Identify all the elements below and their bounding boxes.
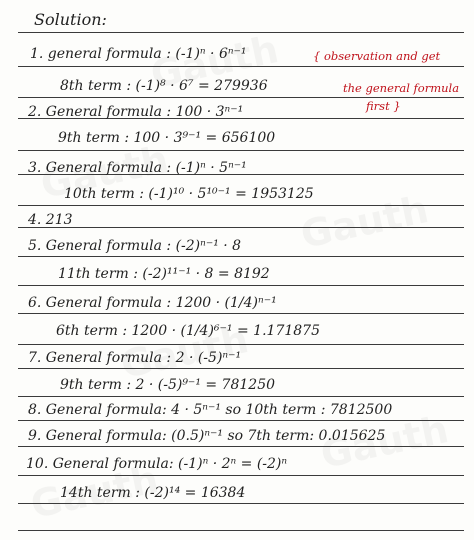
ruled-line: [18, 256, 464, 257]
ruled-line: [18, 475, 464, 476]
problem-1-note: first }: [366, 99, 401, 113]
problem-6-term: 6th term : 1200 · (1/4)⁶⁻¹ = 1.171875: [56, 323, 320, 339]
ruled-line: [18, 205, 464, 206]
ruled-line: [18, 32, 464, 33]
ruled-line: [18, 313, 464, 314]
ruled-line: [18, 368, 464, 369]
problem-2-general-formula: 2. General formula : 100 · 3ⁿ⁻¹: [28, 104, 244, 120]
problem-7-term: 9th term : 2 · (-5)⁹⁻¹ = 781250: [60, 377, 276, 393]
ruled-line: [18, 66, 464, 67]
ruled-line: [18, 344, 464, 345]
ruled-line: [18, 530, 464, 531]
problem-1-general-formula: 1. general formula : (-1)ⁿ · 6ⁿ⁻¹: [30, 46, 247, 62]
problem-10-general-formula: 10. General formula: (-1)ⁿ · 2ⁿ = (-2)ⁿ: [26, 456, 288, 472]
watermark-text: [297, 187, 432, 257]
ruled-line: [18, 396, 464, 397]
ruled-line: [18, 503, 464, 504]
problem-1-term: 8th term : (-1)⁸ · 6⁷ = 279936: [60, 78, 268, 94]
problem-4-answer: 4. 213: [28, 212, 73, 228]
ruled-line: [18, 446, 464, 447]
problem-5-general-formula: 5. General formula : (-2)ⁿ⁻¹ · 8: [28, 238, 242, 254]
problem-1-note: the general formula: [343, 81, 460, 95]
problem-8-answer: 8. General formula: 4 · 5ⁿ⁻¹ so 10th term : 7812500: [28, 402, 393, 418]
problem-3-term: 10th term : (-1)¹⁰ · 5¹⁰⁻¹ = 1953125: [64, 186, 314, 202]
ruled-line: [18, 285, 464, 286]
problem-7-general-formula: 7. General formula : 2 · (-5)ⁿ⁻¹: [28, 350, 242, 366]
problem-3-general-formula: 3. General formula : (-1)ⁿ · 5ⁿ⁻¹: [28, 160, 247, 176]
problem-5-term: 11th term : (-2)¹¹⁻¹ · 8 = 8192: [58, 266, 270, 282]
problem-6-general-formula: 6. General formula : 1200 · (1/4)ⁿ⁻¹: [28, 295, 277, 311]
problem-10-term: 14th term : (-2)¹⁴ = 16384: [60, 485, 246, 501]
problem-1-note: { observation and get: [313, 49, 441, 63]
problem-2-term: 9th term : 100 · 3⁹⁻¹ = 656100: [58, 130, 276, 146]
problem-9-answer: 9. General formula: (0.5)ⁿ⁻¹ so 7th term: 0.015625: [28, 428, 386, 444]
solution-title: Solution:: [34, 10, 107, 29]
ruled-line: [18, 420, 464, 421]
ruled-line: [18, 227, 464, 228]
ruled-line: [18, 150, 464, 151]
